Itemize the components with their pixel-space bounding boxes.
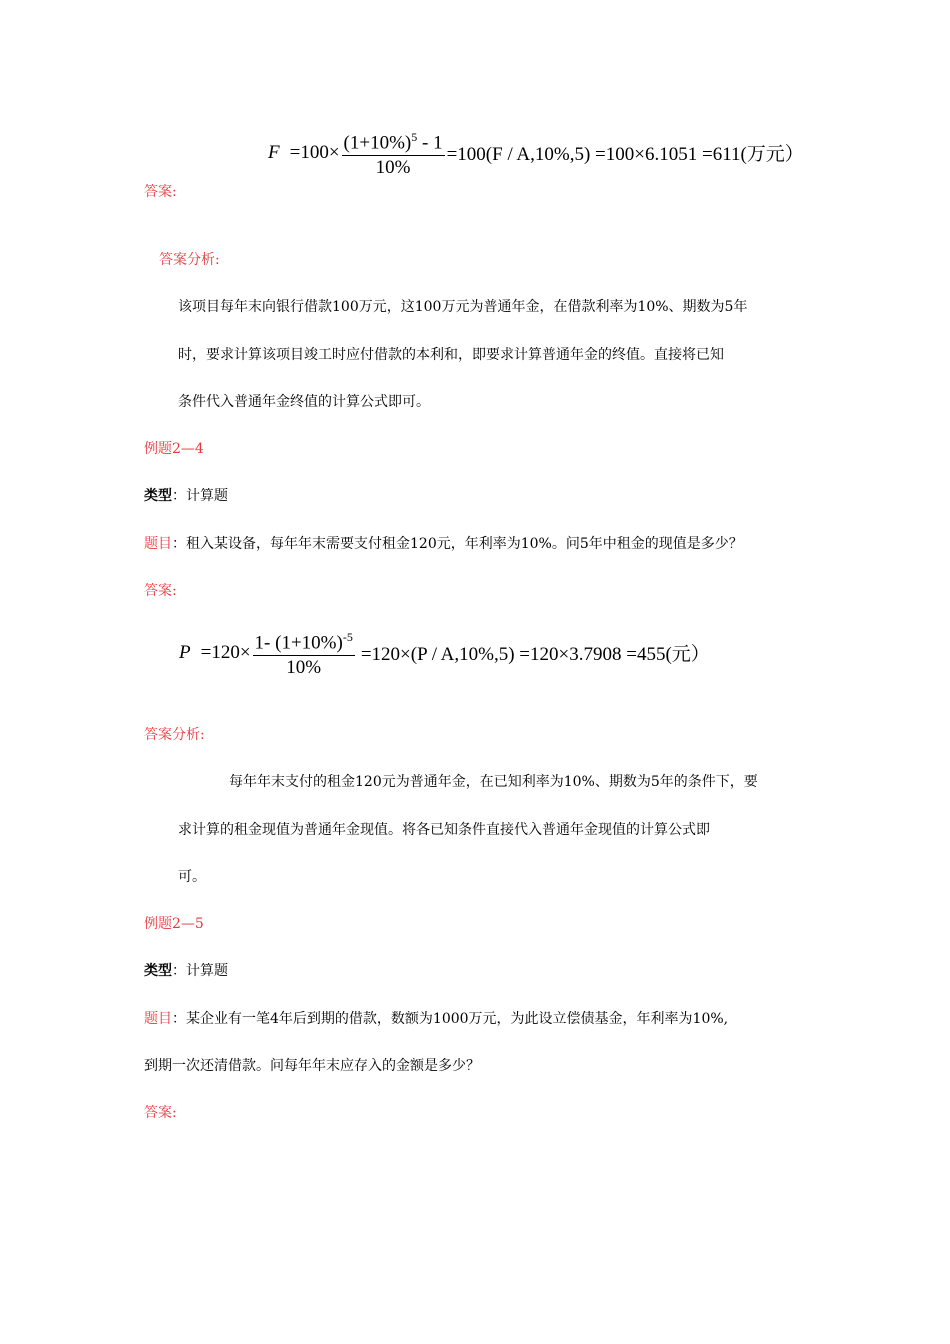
formula-rhs: =100(F / A,10%,5) =100×6.1051 =611(万元） xyxy=(446,144,804,166)
analysis-line: 求计算的租金现值为普通年金现值。将各已知条件直接代入普通年金现值的计算公式即 xyxy=(178,822,710,838)
type-value: ：计算题 xyxy=(172,488,228,504)
question xyxy=(144,1010,728,1028)
answer-label: 答案: xyxy=(144,184,177,200)
fraction-denominator: 10% xyxy=(375,157,411,179)
formula-lhs: F xyxy=(268,141,280,163)
analysis-line: 条件代入普通年金终值的计算公式即可。 xyxy=(178,394,430,410)
answer-label: 答案: xyxy=(144,583,177,599)
formula-eq-mul: =120× xyxy=(200,641,251,663)
formula-fraction xyxy=(342,126,445,179)
analysis-label: 答案分析: xyxy=(159,252,220,268)
type-label: 类型 xyxy=(144,488,172,504)
example-title: 例题2—5 xyxy=(144,916,204,932)
formula-lhs: P xyxy=(179,641,191,663)
formula-future-value xyxy=(268,126,804,179)
analysis-line: 每年年末支付的租金120元为普通年金，在已知利率为10%、期数为5年的条件下，要 xyxy=(229,774,758,790)
question-text: ：某企业有一笔4年后到期的借款，数额为1000万元，为此设立偿债基金，年利率为10%, xyxy=(172,1011,729,1027)
question-label: 题目 xyxy=(144,1011,172,1027)
question-type xyxy=(144,487,228,505)
fraction-numerator: 1- $(1+10\%)^{-5}$ xyxy=(253,626,355,656)
question-continuation: 到期一次还清借款。问每年年末应存入的金额是多少？ xyxy=(144,1058,480,1074)
formula-fraction xyxy=(253,626,355,679)
formula-present-value xyxy=(179,626,710,679)
question-type xyxy=(144,962,228,980)
type-value: ：计算题 xyxy=(172,963,228,979)
analysis-line: 可。 xyxy=(178,869,206,885)
question-text: ：租入某设备，每年年末需要支付租金120元，年利率为10%。问5年中租金的现值是多少？ xyxy=(172,536,743,552)
example-title: 例题2—4 xyxy=(144,441,204,457)
question-label: 题目 xyxy=(144,536,172,552)
question xyxy=(144,535,743,553)
answer-label: 答案: xyxy=(144,1105,177,1121)
fraction-numerator: $(1+10\%)^5 - 1$ xyxy=(342,126,445,156)
analysis-label: 答案分析: xyxy=(144,727,205,743)
fraction-denominator: 10% xyxy=(286,657,322,679)
formula-eq-mul: =100× xyxy=(289,141,340,163)
type-label: 类型 xyxy=(144,963,172,979)
formula-rhs: =120×(P / A,10%,5) =120×3.7908 =455(元） xyxy=(360,644,710,666)
analysis-line: 该项目每年末向银行借款100万元，这100万元为普通年金，在借款利率为10%、期数为5年 xyxy=(178,299,748,315)
analysis-line: 时，要求计算该项目竣工时应付借款的本利和，即要求计算普通年金的终值。直接将已知 xyxy=(178,347,724,363)
